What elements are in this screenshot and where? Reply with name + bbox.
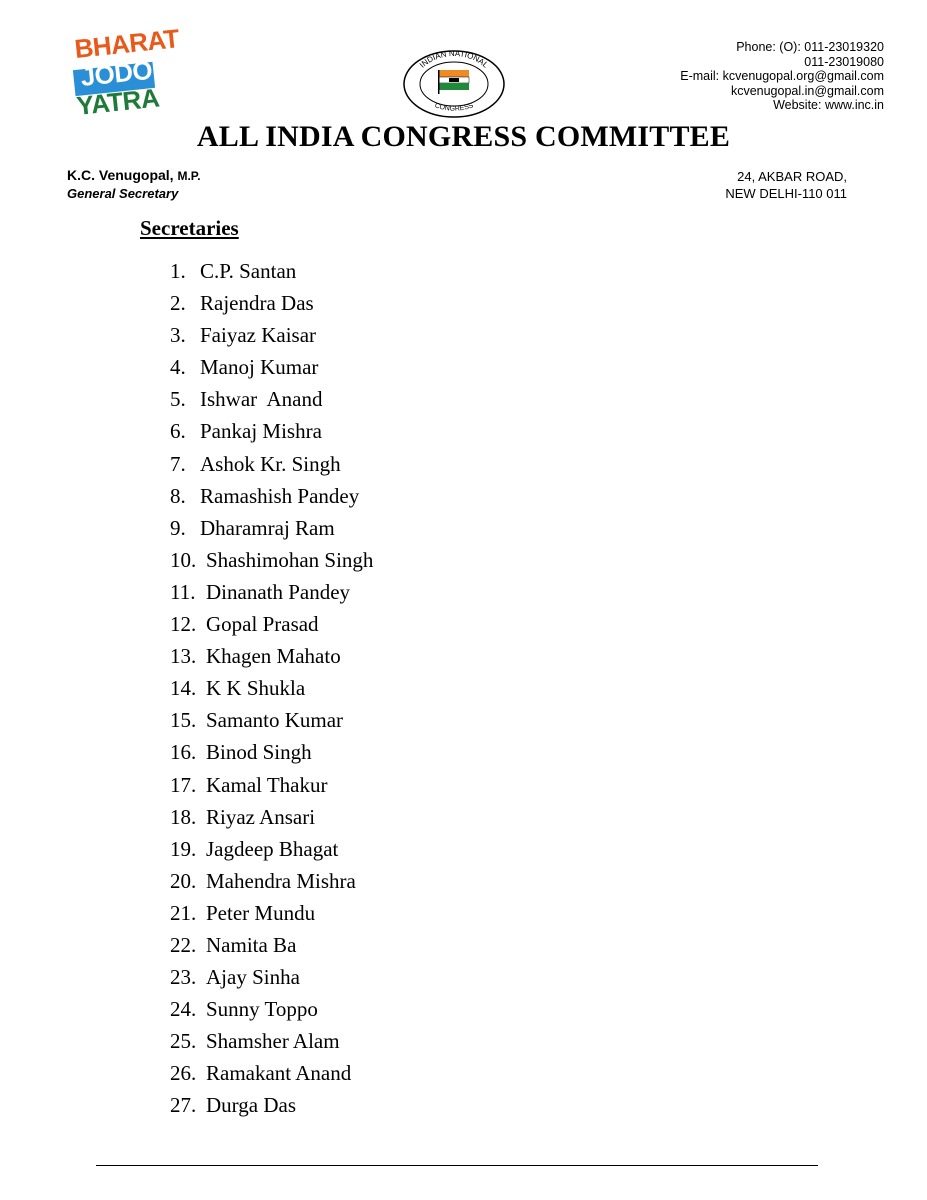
list-item-number: 7. [170,451,186,476]
list-item-name: Dinanath Pandey [206,579,351,604]
list-item-name: Rajendra Das [200,291,314,316]
list-item-number: 13. [170,644,197,669]
list-item [170,1059,373,1091]
list-item [170,995,373,1027]
signatory-suffix: M.P. [177,169,201,183]
address-line-1: 24, AKBAR ROAD, [737,169,847,184]
list-item-number: 21. [170,900,197,925]
signatory-block [67,166,201,203]
list-item [170,1091,373,1123]
address-block [725,168,847,202]
list-item [170,706,373,738]
logo-word-bharat: BHARAT [73,23,181,64]
list-item-name: Ishwar Anand [200,387,323,412]
list-item-number: 6. [170,419,186,444]
website-line: Website: www.inc.in [773,98,884,112]
list-item-name: Dharamraj Ram [200,515,335,540]
list-item-number: 2. [170,291,186,316]
list-item-name: K K Shukla [206,676,306,701]
list-item [170,899,373,931]
list-item [170,257,373,289]
list-item-number: 14. [170,676,197,701]
list-item-name: Khagen Mahato [206,644,341,669]
list-item [170,642,373,674]
list-item-name: Mahendra Mishra [206,868,356,893]
list-item-number: 27. [170,1093,197,1118]
list-item [170,514,373,546]
list-item [170,1027,373,1059]
signatory-name: K.C. Venugopal, [67,167,178,183]
email-line-2: kcvenugopal.in@gmail.com [730,83,884,98]
list-item-number: 12. [170,612,197,637]
list-item-name: Ashok Kr. Singh [200,451,341,476]
list-item-name: Kamal Thakur [206,772,328,797]
list-item [170,674,373,706]
list-item-name: Ramakant Anand [206,1061,352,1086]
list-item-name: C.P. Santan [200,259,297,283]
list-item-name: Ramashish Pandey [200,483,360,508]
emblem-bottom-text: CONGRESS [433,102,475,113]
email-line-1: E-mail: kcvenugopal.org@gmail.com [680,69,884,83]
signatory-title: General Secretary [67,186,179,201]
list-item-number: 3. [170,323,186,348]
list-item-number: 23. [170,965,197,990]
list-item-number: 16. [170,740,197,765]
section-heading: Secretaries [140,216,239,240]
list-item [170,546,373,578]
list-item-name: Samanto Kumar [206,708,344,733]
list-item-name: Ajay Sinha [206,965,300,990]
list-item-name: Jagdeep Bhagat [206,836,339,861]
phone-line-2: 011-23019080 [804,54,884,69]
list-item-name: Sunny Toppo [206,997,318,1022]
list-item [170,385,373,417]
list-item [170,450,373,482]
congress-emblem [402,48,506,118]
phone-line-1: Phone: (O): 011-23019320 [736,40,884,54]
list-item-name: Namita Ba [206,932,297,957]
list-item-number: 19. [170,836,197,861]
list-item-number: 24. [170,997,197,1022]
list-item-name: Shamsher Alam [206,1029,340,1054]
list-item-number: 22. [170,932,197,957]
list-item-number: 9. [170,515,186,540]
list-item [170,610,373,642]
list-item [170,771,373,803]
list-item-name: Riyaz Ansari [206,804,316,829]
bharat-jodo-yatra-logo [73,23,181,122]
list-item-number: 1. [170,259,186,283]
secretaries-list [170,257,373,1124]
list-item-number: 15. [170,708,197,733]
list-item [170,835,373,867]
address-line-2: NEW DELHI-110 011 [725,186,847,201]
signatory-name-line [67,166,201,185]
list-item [170,417,373,449]
footer-rule [96,1165,818,1166]
logo-word-jodo: JODO [79,54,154,92]
list-item-name: Manoj Kumar [200,355,319,380]
flag-icon [438,70,469,94]
list-item [170,578,373,610]
list-item-number: 11. [170,579,196,604]
list-item-name: Durga Das [206,1093,297,1118]
list-item-number: 10. [170,547,197,572]
list-item [170,289,373,321]
list-item [170,738,373,770]
list-item-number: 20. [170,868,197,893]
organization-title: ALL INDIA CONGRESS COMMITTEE [196,120,731,153]
list-item-number: 25. [170,1029,197,1054]
list-item [170,931,373,963]
list-item [170,963,373,995]
list-item-number: 26. [170,1061,197,1086]
contact-block [680,40,884,113]
list-item-number: 4. [170,355,186,380]
list-item-number: 18. [170,804,197,829]
list-item-name: Peter Mundu [206,900,316,925]
list-item-name: Gopal Prasad [206,612,319,637]
list-item [170,803,373,835]
list-item [170,867,373,899]
list-item-name: Shashimohan Singh [206,547,374,572]
list-item-name: Binod Singh [206,740,312,765]
list-item [170,353,373,385]
list-item-number: 8. [170,483,186,508]
list-item-number: 5. [170,387,186,412]
list-item [170,482,373,514]
list-item-name: Faiyaz Kaisar [200,323,317,348]
logo-word-yatra: YATRA [75,82,161,121]
list-item [170,321,373,353]
emblem-top-text: INDIAN NATIONAL [417,48,491,70]
list-item-number: 17. [170,772,197,797]
list-item-name: Pankaj Mishra [200,419,322,444]
